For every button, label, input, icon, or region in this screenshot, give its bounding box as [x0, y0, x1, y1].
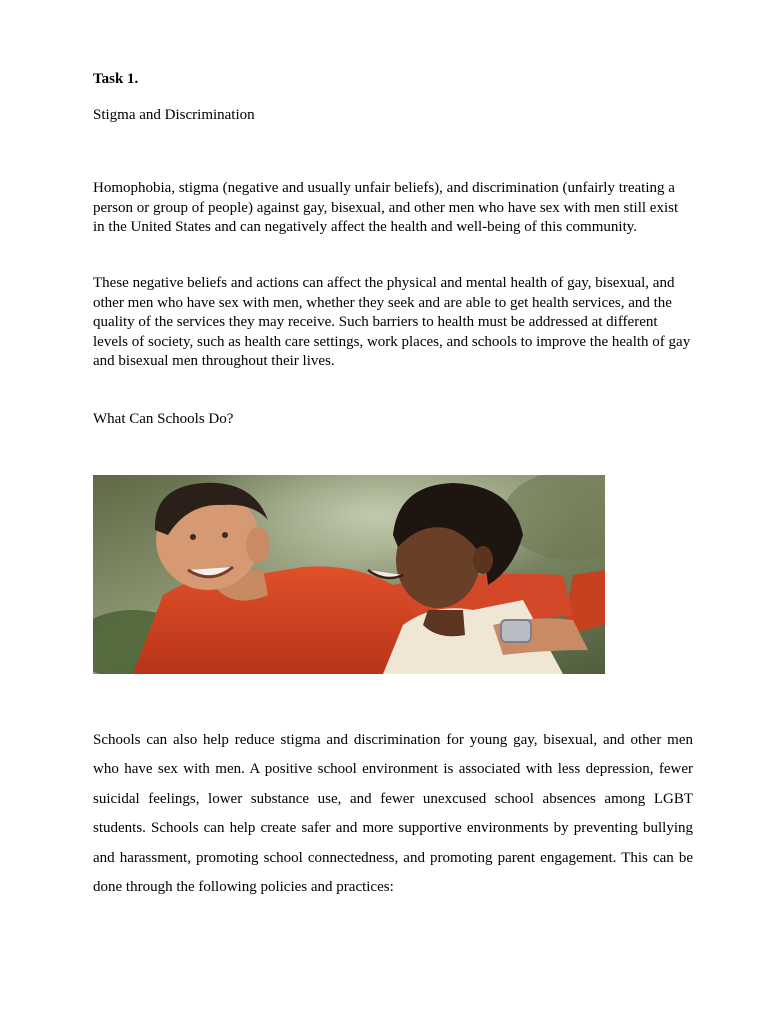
paragraph-intro: Homophobia, stigma (negative and usually unfair beliefs), and discrimination (unfairly treating a person or group of people) against gay, bisexual, and other men who have sex with men still exist in the United States and can negatively affect the health and well-being of this community.: [93, 180, 679, 235]
photo-illustration: [93, 475, 605, 674]
paragraph-effects: These negative beliefs and actions can affect the physical and mental health of gay, bisexual, and other men who have sex with men, whether they seek and are able to get health services, and the quality of the services they may receive. Such barriers to health must be addressed at different levels of society, such as health care settings, work places, and schools to improve the health of gay and bisexual men throughout their lives.: [93, 275, 691, 369]
task-title: Task 1.: [93, 71, 139, 87]
photo-two-men-smiling: [93, 475, 605, 674]
section-question: What Can Schools Do?: [93, 411, 234, 427]
section-title: Stigma and Discrimination: [93, 107, 255, 123]
paragraph-schools: Schools can also help reduce stigma and discrimination for young gay, bisexual, and other men who have sex with men. A positive school environment is associated with less depression, fewer suicidal feelings, lower substance use, and fewer unexcused school absences among LGBT students. Schools can help create safer and more supportive environments by preventing bullying and harassment, promoting school connectedness, and promoting parent engagement. This can be done through the following policies and practices:: [93, 732, 693, 896]
